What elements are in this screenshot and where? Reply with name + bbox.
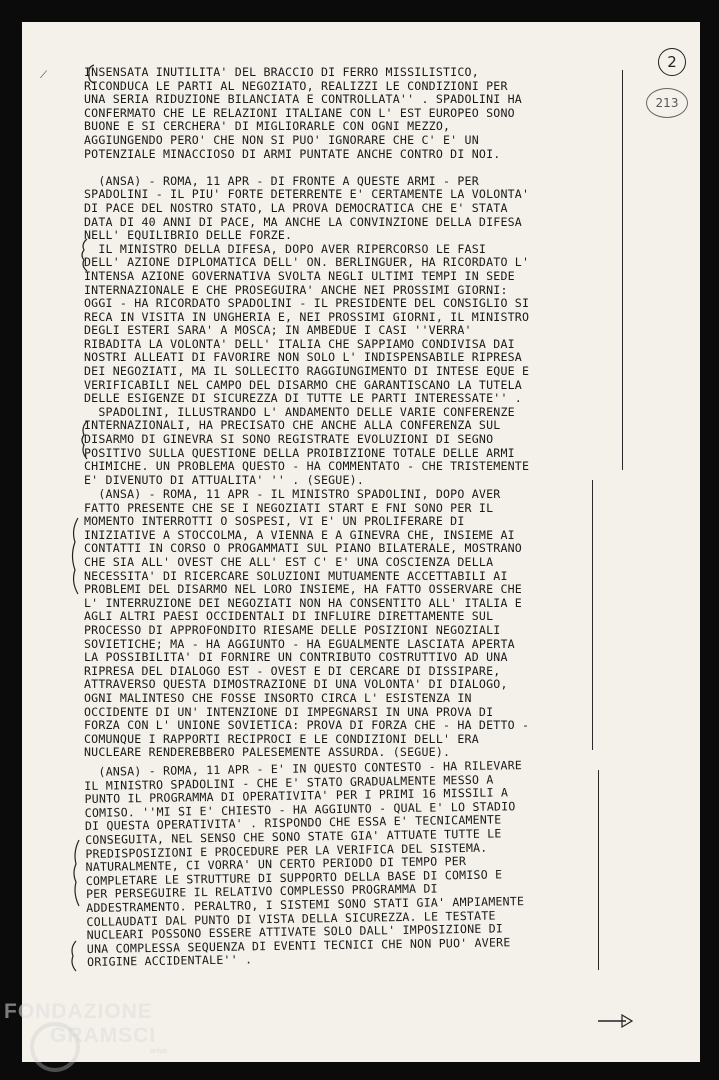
margin-brace-4 xyxy=(68,516,82,596)
margin-line-right-3 xyxy=(598,770,599,970)
news-block-3: (ANSA) - ROMA, 11 APR - E' IN QUESTO CONTESTO - HA RILEVARE IL MINISTRO SPADOLINI - CHE E' STATO GRADUALMENTE MESSO A PUNTO IL PROGRAMMA DI OPERATIVITA' PER I PRIMI 16 MISSILI A COMISO. ''MI SI E' CHIESTO - HA AGGIUNTO - QUAL E' LO STADIO DI QUESTA OPERATIVITA' . RISPONDO CHE ESSA E' TECNICAMENTE CONSEGUITA, NEL SENSO CHE SONO STATE GIA' ATTUATE TUTTE LE PREDISPOSIZIONI E PROCEDURE PER LA VERIFICA DEL SISTEMA. NATURALMENTE, CI VORRA' UN CERTO PERIODO DI TEMPO PER COMPLETARE LE STRUTTURE DI SUPPORTO DELLA BASE DI COMISO E PER PERSEGUIRE IL RELATIVO COMPLESSO PROGRAMMA DI ADDESTRAMENTO. PERALTRO, I SISTEMI SONO STATI GIA' AMPIAMENTE COLLAUDATI DAL PUNTO DI VISTA DELLA SICUREZZA. LE TESTATE NUCLEARI POSSONO ESSERE ATTIVATE SOLO DALL' IMPOSIZIONE DI UNA COMPLESSA SEQUENZA DI EVENTI TECNICI CHE NON PUO' AVERE ORIGINE ACCIDENTALE'' . xyxy=(83,758,525,970)
news-block-2: (ANSA) - ROMA, 11 APR - IL MINISTRO SPADOLINI, DOPO AVER FATTO PRESENTE CHE SE I NEGOZIATI START E FNI SONO PER IL MOMENTO INTERROTTI O SOSPESI, VI E' UN PROLIFERARE DI INIZIATIVE A STOCCOLMA, A VIENNA E A GINEVRA CHE, INSIEME AI CONTATTI IN CORSO O PROGAMMATI SUL PIANO BILATERALE, MOSTRANO CHE SIA ALL' OVEST CHE ALL' EST C' E' UNA COSCIENZA DELLA NECESSITA' DI RICERCARE SOLUZIONI MUTUAMENTE ACCETTABILI AI PROBLEMI DEL DISARMO NEL LORO INSIEME, HA FATTO OSSERVARE CHE L' INTERRUZIONE DEI NEGOZIATI NON HA CONSENTITO ALL' ITALIA E AGLI ALTRI PAESI OCCIDENTALI DI INFLUIRE DIRETTAMENTE SUL PROCESSO DI APPROFONDITO RIESAME DELLE POSIZIONI NEGOZIALI SOVIETICHE; MA - HA AGGIUNTO - HA EGUALMENTE LASCIATA APERTA LA POSSIBILITA' DI FORNIRE UN CONTRIBUTO COSTRUTTIVO AD UNA RIPRESA DEL DIALOGO EST - OVEST E DI CERCARE DI DISSIPARE, ATTRAVERSO QUESTA DIMOSTRAZIONE DI UNA VOLONTA' DI DIALOGO, OGNI MALINTESO CHE FOSSE INSORTO CIRCA L' ESISTENZA IN OCCIDENTE DI UN' INTENZIONE DI IMPEGNARSI IN UNA PROVA DI FORZA CON L' UNIONE SOVIETICA: PROVA DI FORZA CHE - HA DETTO - COMUNQUE I RAPPORTI RECIPROCI E LE CONDIZIONI DELL' ERA NUCLEARE RENDEREBBERO PALESEMENTE ASSURDA. (SEGUE). xyxy=(84,487,530,760)
margin-line-right-2 xyxy=(592,480,593,750)
continue-arrow-icon xyxy=(596,1012,636,1030)
watermark-line-1: FONDAZIONE xyxy=(4,1000,153,1023)
watermark xyxy=(4,1000,184,1055)
watermark-line-2: GRAMSCI xyxy=(50,1024,157,1047)
margin-line-right-1 xyxy=(622,70,623,470)
margin-brace-6 xyxy=(68,940,78,972)
watermark-logo-icon xyxy=(30,1022,80,1072)
margin-mark: ⟋ xyxy=(40,70,47,81)
margin-brace-1 xyxy=(86,64,96,84)
news-block-1: INSENSATA INUTILITA' DEL BRACCIO DI FERRO MISSILISTICO, RICONDUCA LE PARTI AL NEGOZIATO, REALIZZI LE CONDIZIONI PER UNA SERIA RIDUZIONE BILANCIATA E CONTROLLATA'' . SPADOLINI HA CONFERMATO CHE LE RELAZIONI ITALIANE CON L' EST EUROPEO SONO BUONE E SI CERCHERA' DI MIGLIORARLE CON OGNI MEZZO, AGGIUNGENDO PERO' CHE NON SI PUO' IGNORARE CHE C' E' UN POTENZIALE MINACCIOSO DI ARMI PUNTATE ANCHE CONTRO DI NOI. (ANSA) - ROMA, 11 APR - DI FRONTE A QUESTE ARMI - PER SPADOLINI - IL PIU' FORTE DETERRENTE E' CERTAMENTE LA VOLONTA' DI PACE DEL NOSTRO STATO, LA PROVA DEMOCRATICA CHE E' STATA DATA DI 40 ANNI DI PACE, MA ANCHE LA CONVINZIONE DELLA DIFESA NELL' EQUILIBRIO DELLE FORZE. IL MINISTRO DELLA DIFESA, DOPO AVER RIPERCORSO LE FASI DELL' AZIONE DIPLOMATICA DELL' ON. BERLINGUER, HA RICORDATO L' INTENSA AZIONE GOVERNATIVA SVOLTA NEGLI ULTIMI TEMPI IN SEDE INTERNAZIONALE E CHE PROSEGUIRA' ANCHE NEI PROSSIMI GIORNI: OGGI - HA RICORDATO SPADOLINI - IL PRESIDENTE DEL CONSIGLIO SI RECA IN VISITA IN UNGHERIA E, NEI PROSSIMI GIORNI, IL MINISTRO DEGLI ESTERI SARA' A MOSCA; IN AMBEDUE I CASI ''VERRA' RIBADITA LA VOLONTA' DELL' ITALIA CHE SAPPIAMO CONDIVISA DAI NOSTRI ALLEATI DI FAVORIRE NON SOLO L' INDISPENSABILE RIPRESA DEI NEGOZIATI, MA IL SOLLECITO RAGGIUNGIMENTO DI INTESE EQUE E VERIFICABILI NEL CAMPO DEL DISARMO CHE GARANTISCANO LA TUTELA DELLE ESIGENZE DI SICUREZZA DI TUTTE LE PARTI INTERESSATE'' . SPADOLINI, ILLUSTRANDO L' ANDAMENTO DELLE VARIE CONFERENZE INTERNAZIONALI, HA PRECISATO CHE ANCHE ALLA CONFERENZA SUL DISARMO DI GINEVRA SI SONO REGISTRATE EVOLUZIONI DI SEGNO POSITIVO SULLA QUESTIONE DELLA PROIBIZIONE TOTALE DELLE ARMI CHIMICHE. UN PROBLEMA QUESTO - HA COMMENTATO - CHE TRISTEMENTE E' DIVENUTO DI ATTUALITA' '' . (SEGUE). xyxy=(84,65,530,487)
margin-brace-2 xyxy=(78,238,90,272)
archive-stamp: 213 xyxy=(646,88,688,118)
watermark-line-3: onlus xyxy=(150,1048,167,1055)
margin-brace-5 xyxy=(70,838,82,908)
page-number: 2 xyxy=(658,48,686,76)
margin-brace-3 xyxy=(78,420,90,460)
